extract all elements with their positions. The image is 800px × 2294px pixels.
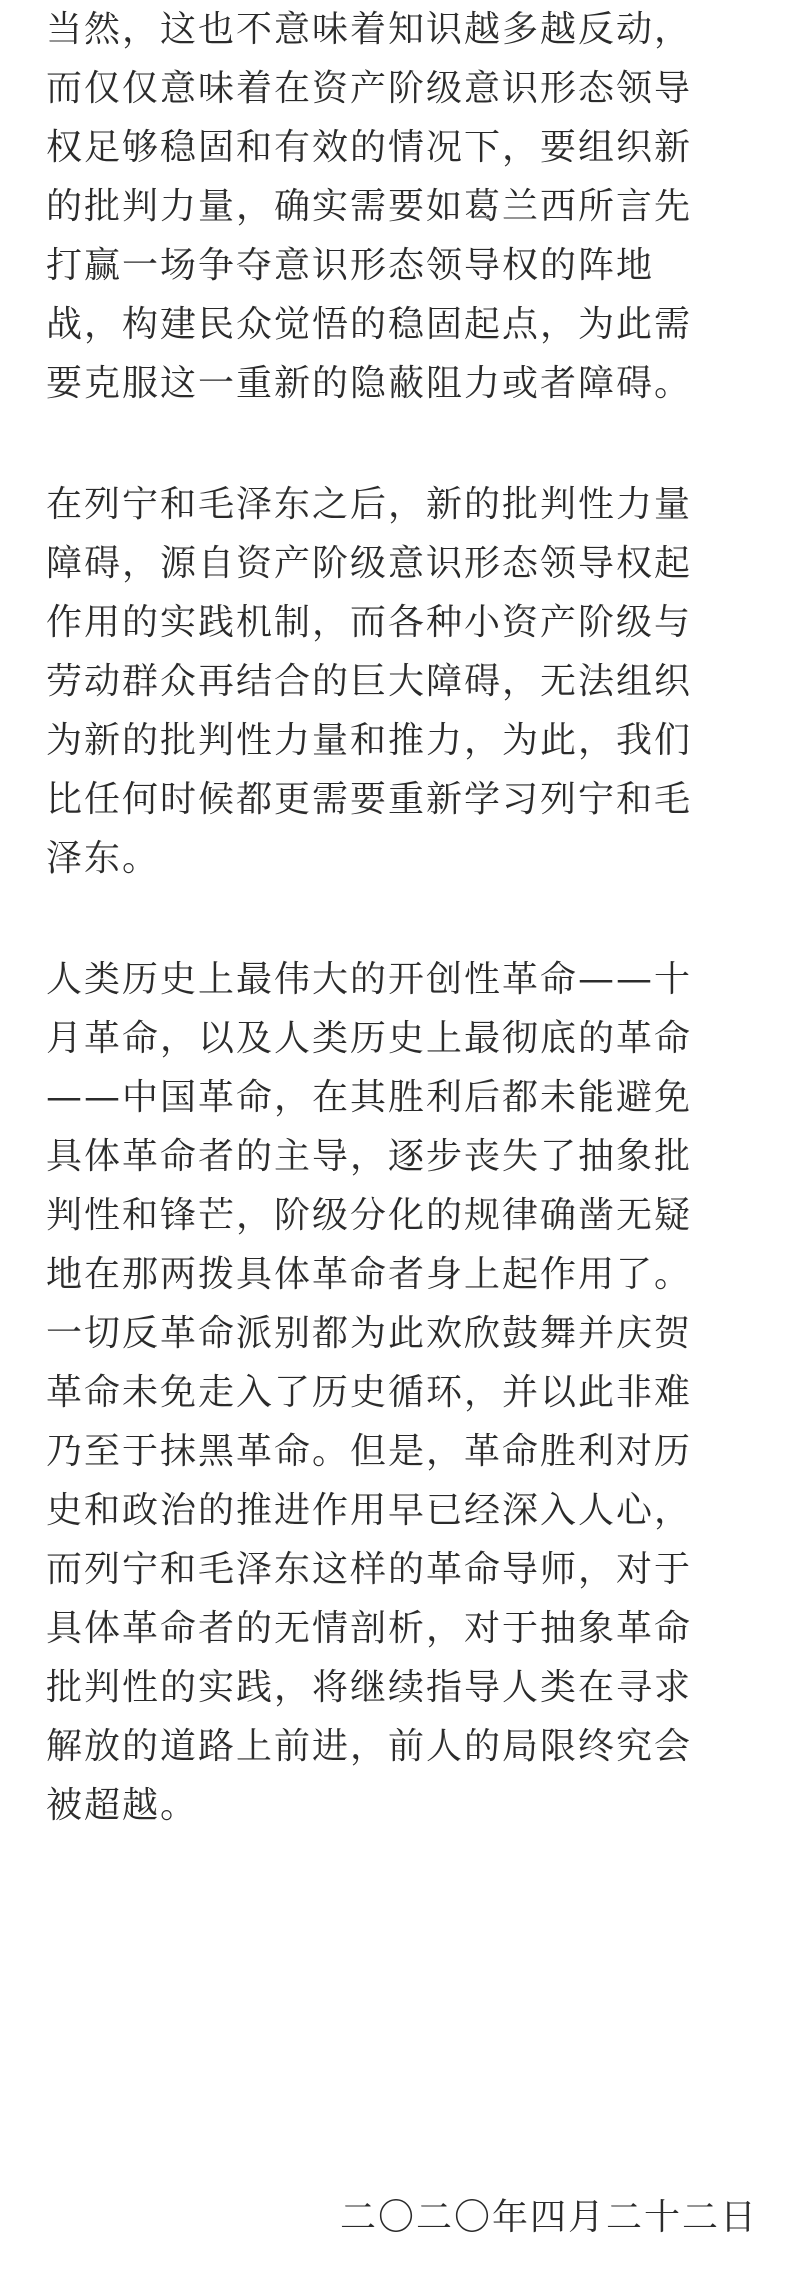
paragraph-line: 当然，这也不意味着知识越多越反动， <box>46 9 693 50</box>
article-body <box>46 0 766 1835</box>
paragraph-line: 障碍，源自资产阶级意识形态领导权起 <box>46 543 693 584</box>
paragraph-line: 判性和锋芒，阶级分化的规律确凿无疑 <box>46 1195 693 1236</box>
paragraph-line: 比任何时候都更需要重新学习列宁和毛 <box>46 779 693 820</box>
paragraph-line: 在列宁和毛泽东之后，新的批判性力量 <box>46 484 693 525</box>
paragraph-line: 而列宁和毛泽东这样的革命导师，对于 <box>46 1549 693 1590</box>
paragraph-line: 的批判力量，确实需要如葛兰西所言先 <box>46 186 693 227</box>
paragraph-line: 具体革命者的主导，逐步丧失了抽象批 <box>46 1136 693 1177</box>
article-date: 二〇二〇年四月二十二日 <box>339 2197 758 2238</box>
paragraph-line: 打赢一场争夺意识形态领导权的阵地 <box>46 245 655 286</box>
paragraph-line: ——中国革命，在其胜利后都未能避免 <box>46 1077 693 1118</box>
paragraph-line: 人类历史上最伟大的开创性革命——十 <box>46 959 693 1000</box>
paragraph-line: 月革命，以及人类历史上最彻底的革命 <box>46 1018 693 1059</box>
paragraph-line: 具体革命者的无情剖析，对于抽象革命 <box>46 1608 693 1649</box>
paragraph-line: 战，构建民众觉悟的稳固起点，为此需 <box>46 304 693 345</box>
paragraph-line: 史和政治的推进作用早已经深入人心， <box>46 1490 693 1531</box>
paragraph-line: 而仅仅意味着在资产阶级意识形态领导 <box>46 68 693 109</box>
paragraph-line: 被超越。 <box>46 1785 199 1826</box>
paragraph-line: 批判性的实践，将继续指导人类在寻求 <box>46 1667 693 1708</box>
paragraph-1 <box>46 0 766 413</box>
paragraph-line: 地在那两拨具体革命者身上起作用了。 <box>46 1254 693 1295</box>
paragraph-line: 乃至于抹黑革命。但是，革命胜利对历 <box>46 1431 693 1472</box>
paragraph-line: 要克服这一重新的隐蔽阻力或者障碍。 <box>46 363 693 404</box>
paragraph-line: 劳动群众再结合的巨大障碍，无法组织 <box>46 661 693 702</box>
paragraph-line: 一切反革命派别都为此欢欣鼓舞并庆贺 <box>46 1313 693 1354</box>
paragraph-line: 作用的实践机制，而各种小资产阶级与 <box>46 602 693 643</box>
paragraph-line: 为新的批判性力量和推力，为此，我们 <box>46 720 693 761</box>
paragraph-3 <box>46 950 766 1835</box>
paragraph-2 <box>46 475 766 888</box>
paragraph-line: 权足够稳固和有效的情况下，要组织新 <box>46 127 693 168</box>
paragraph-line: 解放的道路上前进，前人的局限终究会 <box>46 1726 693 1767</box>
paragraph-line: 泽东。 <box>46 838 161 879</box>
paragraph-line: 革命未免走入了历史循环，并以此非难 <box>46 1372 693 1413</box>
